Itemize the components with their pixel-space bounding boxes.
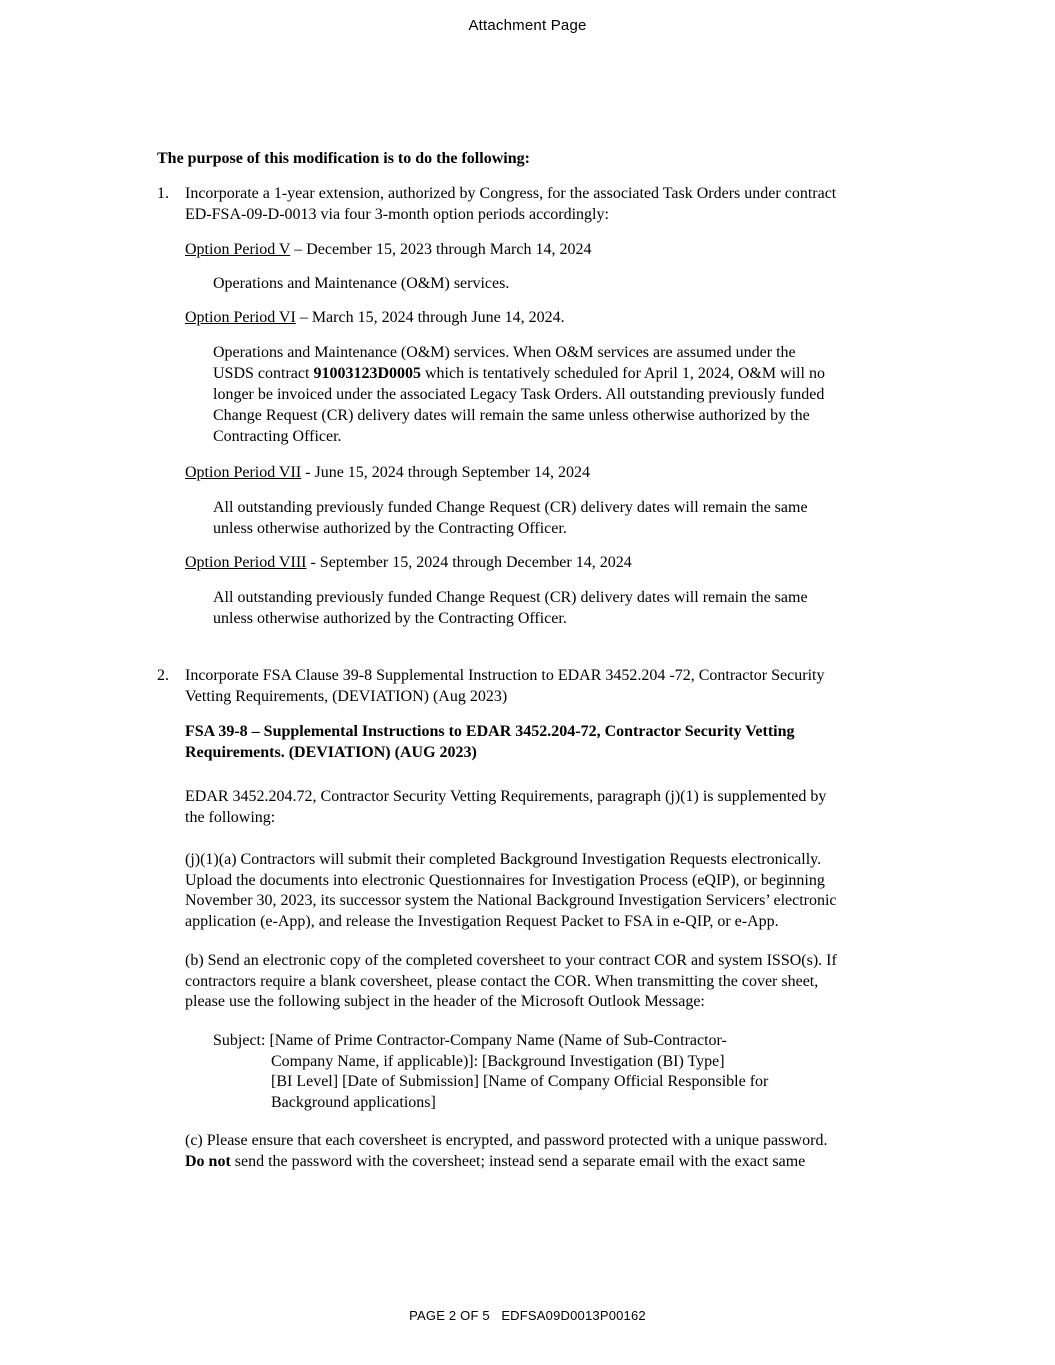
option-period-viii: Option Period VIII - September 15, 2024 through December 14, 2024 xyxy=(185,554,632,571)
clause-intro: EDAR 3452.204.72, Contractor Security Vetting Requirements, paragraph (j)(1) is supplemented by the following: xyxy=(185,788,827,826)
clause-title: FSA 39-8 – Supplemental Instructions to EDAR 3452.204-72, Contractor Security Vetting Requirements. (DEVIATION) (AUG 2023) xyxy=(185,723,795,761)
subject-template: Subject: [Name of Prime Contractor-Company Name (Name of Sub-Contractor- Company Name, if applicable)]: [Background Investigation (BI) Type] [BI Level] [Date of Submission] [Name of Company Official Responsible for Background applications] xyxy=(213,1032,769,1111)
option-period-vi-name: Option Period VI xyxy=(185,309,296,326)
option-period-v-description: Operations and Maintenance (O&M) services. xyxy=(213,275,510,292)
option-period-viii-name: Option Period VIII xyxy=(185,554,307,571)
option-period-vii-description: All outstanding previously funded Change Request (CR) delivery dates will remain the same unless otherwise authorized by the Contracting Officer. xyxy=(213,499,808,537)
paragraph-b: (b) Send an electronic copy of the completed coversheet to your contract COR and system ISSO(s). If contractors require a blank coversheet, please contact the COR. When transmitting the cover sheet, please use the following subject in the header of the Microsoft Outlook Message: xyxy=(185,952,837,1010)
page-header: Attachment Page xyxy=(468,17,587,34)
paragraph-j1a: (j)(1)(a) Contractors will submit their completed Background Investigation Requests electronically. Upload the documents into electronic Questionnaires for Investigation Process (eQIP), or beginning November 30, 2023, its successor system the National Background Investigation Servicers’ electronic application (e-App), and release the Investigation Request Packet to FSA in e-QIP, or e-App. xyxy=(185,851,837,930)
option-period-vii-name: Option Period VII xyxy=(185,464,302,481)
item-2-text: Incorporate FSA Clause 39-8 Supplemental Instruction to EDAR 3452.204 -72, Contractor Security Vetting Requirements, (DEVIATION) (Aug 2023) xyxy=(185,667,825,705)
option-period-vii: Option Period VII - June 15, 2024 through September 14, 2024 xyxy=(185,464,590,481)
option-period-v-name: Option Period V xyxy=(185,241,291,258)
document-id: EDFSA09D0013P00162 xyxy=(501,1308,646,1323)
option-period-viii-description: All outstanding previously funded Change Request (CR) delivery dates will remain the same unless otherwise authorized by the Contracting Officer. xyxy=(213,589,808,627)
do-not-emphasis: Do not xyxy=(185,1152,231,1170)
page-footer xyxy=(0,1308,1055,1323)
page-number: PAGE 2 OF 5 xyxy=(409,1308,490,1323)
paragraph-c: (c) Please ensure that each coversheet is encrypted, and password protected with a unique password. Do not send the password with the coversheet; instead send a separate email with the exact same xyxy=(185,1132,828,1170)
option-period-vi-description: Operations and Maintenance (O&M) services. When O&M services are assumed under the USDS contract 91003123D0005 which is tentatively scheduled for April 1, 2024, O&M will no longer be invoiced under the associated Legacy Task Orders. All outstanding previously funded Change Request (CR) delivery dates will remain the same unless otherwise authorized by the Contracting Officer. xyxy=(213,344,825,445)
item-1-number: 1. xyxy=(157,185,169,202)
option-period-v: Option Period V – December 15, 2023 through March 14, 2024 xyxy=(185,241,592,258)
item-1-text: Incorporate a 1-year extension, authorized by Congress, for the associated Task Orders under contract ED-FSA-09-D-0013 via four 3-month option periods accordingly: xyxy=(185,185,837,223)
item-2-number: 2. xyxy=(157,667,169,684)
option-period-vi: Option Period VI – March 15, 2024 through June 14, 2024. xyxy=(185,309,565,326)
purpose-heading: The purpose of this modification is to do the following: xyxy=(157,150,530,167)
usds-contract-number: 91003123D0005 xyxy=(313,365,421,382)
